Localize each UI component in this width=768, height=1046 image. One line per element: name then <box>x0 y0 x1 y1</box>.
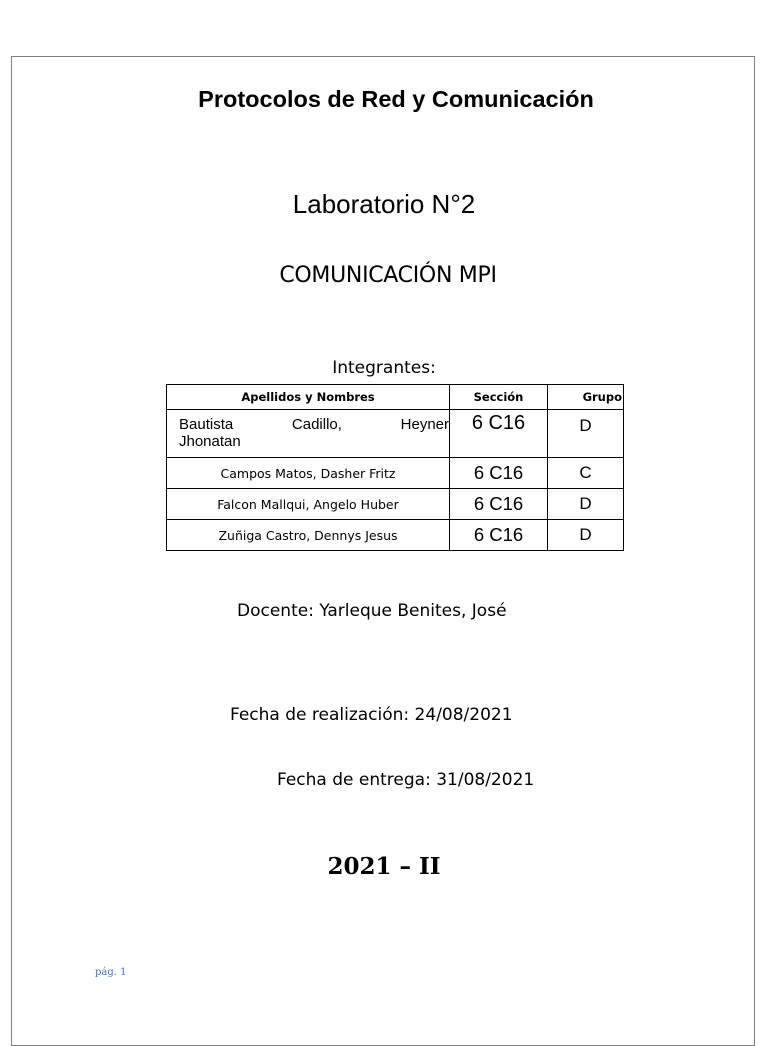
column-header-section: Sección <box>450 385 548 410</box>
members-table <box>166 384 624 551</box>
table-row <box>167 489 624 520</box>
member-name-part: Bautista <box>179 415 234 433</box>
member-name-part: Heyner <box>400 415 449 433</box>
course-title: Protocolos de Red y Comunicación <box>198 86 594 112</box>
member-name: Falcon Mallqui, Angelo Huber <box>167 489 450 520</box>
date-due: Fecha de entrega: 31/08/2021 <box>277 770 535 790</box>
member-group: C <box>548 458 624 489</box>
table-row <box>167 410 624 458</box>
column-header-names: Apellidos y Nombres <box>167 385 450 410</box>
table-row <box>167 520 624 551</box>
members-label: Integrantes: <box>332 358 436 378</box>
page-number: pág. 1 <box>95 967 127 978</box>
member-name: Zuñiga Castro, Dennys Jesus <box>167 520 450 551</box>
table-header-row <box>167 385 624 410</box>
date-completed: Fecha de realización: 24/08/2021 <box>230 705 513 725</box>
teacher-line: Docente: Yarleque Benites, José <box>237 601 507 621</box>
member-name <box>167 410 450 458</box>
member-group: D <box>548 489 624 520</box>
member-name-line1 <box>179 416 449 433</box>
member-name: Campos Matos, Dasher Fritz <box>167 458 450 489</box>
member-name-part: Cadillo, <box>291 415 342 433</box>
column-header-group: Grupo <box>548 385 624 410</box>
member-group: D <box>548 520 624 551</box>
lab-title: Laboratorio N°2 <box>292 189 476 219</box>
member-section: 6 C16 <box>450 489 548 520</box>
table-row <box>167 458 624 489</box>
academic-term: 2021 – II <box>327 853 441 880</box>
member-name-line2: Jhonatan <box>179 432 241 450</box>
member-section: 6 C16 <box>450 458 548 489</box>
member-section: 6 C16 <box>450 520 548 551</box>
topic-title: COMUNICACIÓN MPI <box>279 263 497 288</box>
member-section: 6 C16 <box>450 410 548 458</box>
member-group: D <box>548 410 624 458</box>
